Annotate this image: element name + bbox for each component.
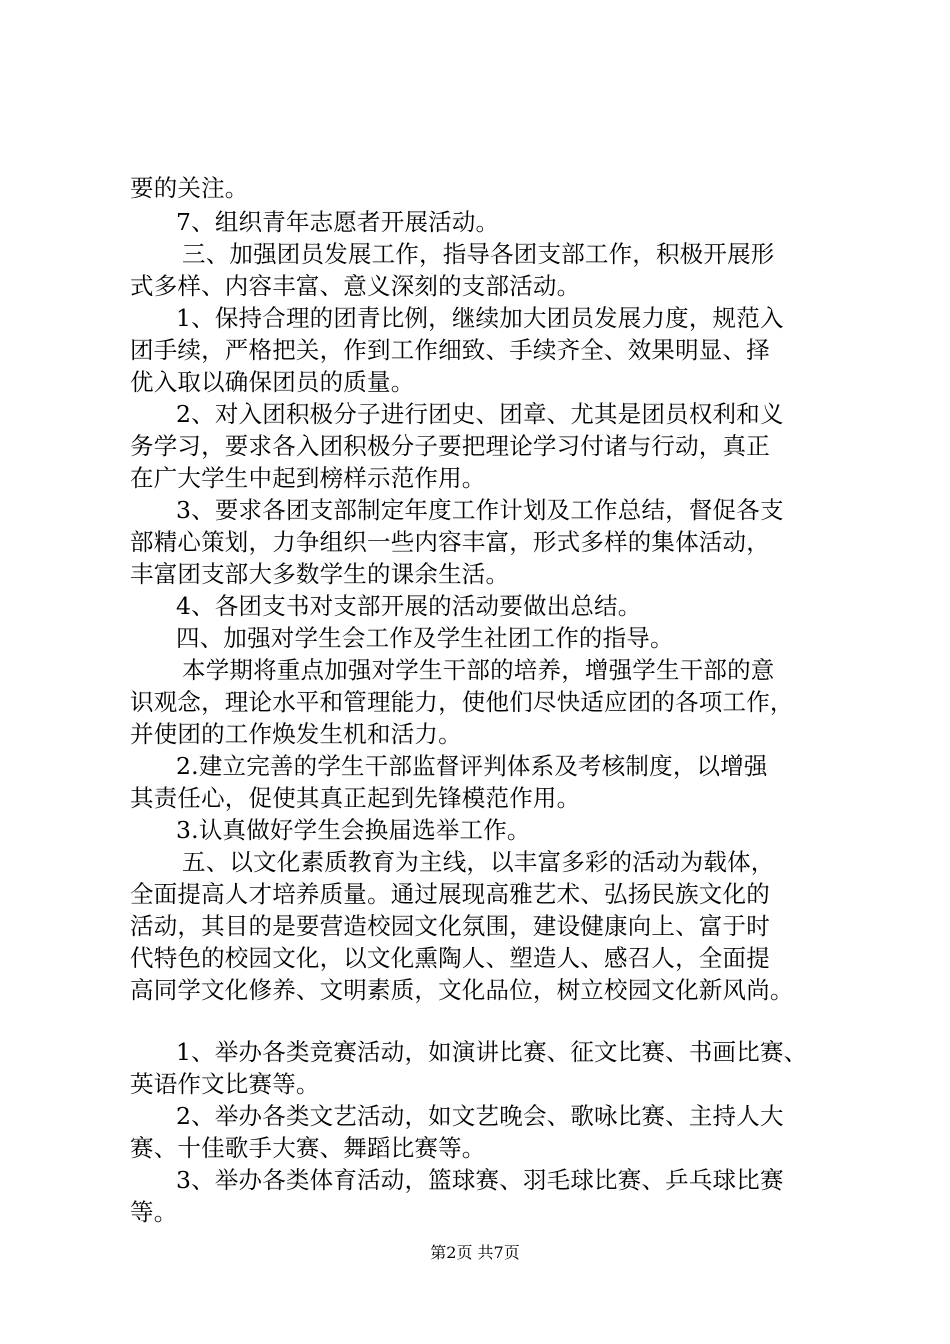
text-line: 等。 <box>130 1198 178 1226</box>
text-line: 并使团的工作焕发生机和活力。 <box>130 720 462 748</box>
text-line: 活动，其目的是要营造校园文化氛围，建设健康向上、富于时 <box>130 912 770 940</box>
text-line: 其责任心，促使其真正起到先锋模范作用。 <box>130 784 581 812</box>
text-line: 识观念，理论水平和管理能力，使他们尽快适应团的各项工作， <box>130 688 794 716</box>
text-line: 2、举办各类文艺活动，如文艺晚会、歌咏比赛、主持人大 <box>176 1102 784 1130</box>
text-line: 本学期将重点加强对学生干部的培养，增强学生干部的意 <box>182 656 775 684</box>
text-line: 4、各团支书对支部开展的活动要做出总结。 <box>176 592 642 620</box>
text-line: 3、举办各类体育活动，篮球赛、羽毛球比赛、乒乓球比赛 <box>176 1166 784 1194</box>
text-line: 1、举办各类竞赛活动，如演讲比赛、征文比赛、书画比赛、 <box>176 1038 808 1066</box>
text-line: 高同学文化修养、文明素质，文化品位，树立校园文化新风尚。 <box>130 976 794 1004</box>
text-line: 部精心策划，力争组织一些内容丰富，形式多样的集体活动， <box>130 528 770 556</box>
text-line: 7、组织青年志愿者开展活动。 <box>176 208 500 236</box>
text-line: 式多样、内容丰富、意义深刻的支部活动。 <box>130 272 581 300</box>
text-line: 1、保持合理的团青比例，继续加大团员发展力度，规范入 <box>176 304 784 332</box>
text-line: 要的关注。 <box>130 174 249 202</box>
text-line: 3.认真做好学生会换届选举工作。 <box>176 816 531 844</box>
text-line: 五、以文化素质教育为主线，以丰富多彩的活动为载体， <box>182 848 775 876</box>
text-line: 务学习，要求各入团积极分子要把理论学习付诸与行动，真正 <box>130 432 770 460</box>
text-line: 英语作文比赛等。 <box>130 1070 320 1098</box>
page-number-footer: 第2页 共7页 <box>430 1243 520 1262</box>
text-line: 优入取以确保团员的质量。 <box>130 368 415 396</box>
text-line: 3、要求各团支部制定年度工作计划及工作总结，督促各支 <box>176 496 784 524</box>
text-line: 代特色的校园文化，以文化熏陶人、塑造人、感召人，全面提 <box>130 944 770 972</box>
text-line: 三、加强团员发展工作，指导各团支部工作，积极开展形 <box>182 240 775 268</box>
text-line: 四、加强对学生会工作及学生社团工作的指导。 <box>176 624 674 652</box>
text-line: 团手续，严格把关，作到工作细致、手续齐全、效果明显、择 <box>130 336 770 364</box>
text-line: 2.建立完善的学生干部监督评判体系及考核制度，以增强 <box>176 752 768 780</box>
text-line: 丰富团支部大多数学生的课余生活。 <box>130 560 510 588</box>
text-line: 2、对入团积极分子进行团史、团章、尤其是团员权利和义 <box>176 400 784 428</box>
text-line: 全面提高人才培养质量。通过展现高雅艺术、弘扬民族文化的 <box>130 880 770 908</box>
text-line: 赛、十佳歌手大赛、舞蹈比赛等。 <box>130 1134 486 1162</box>
text-line: 在广大学生中起到榜样示范作用。 <box>130 464 486 492</box>
